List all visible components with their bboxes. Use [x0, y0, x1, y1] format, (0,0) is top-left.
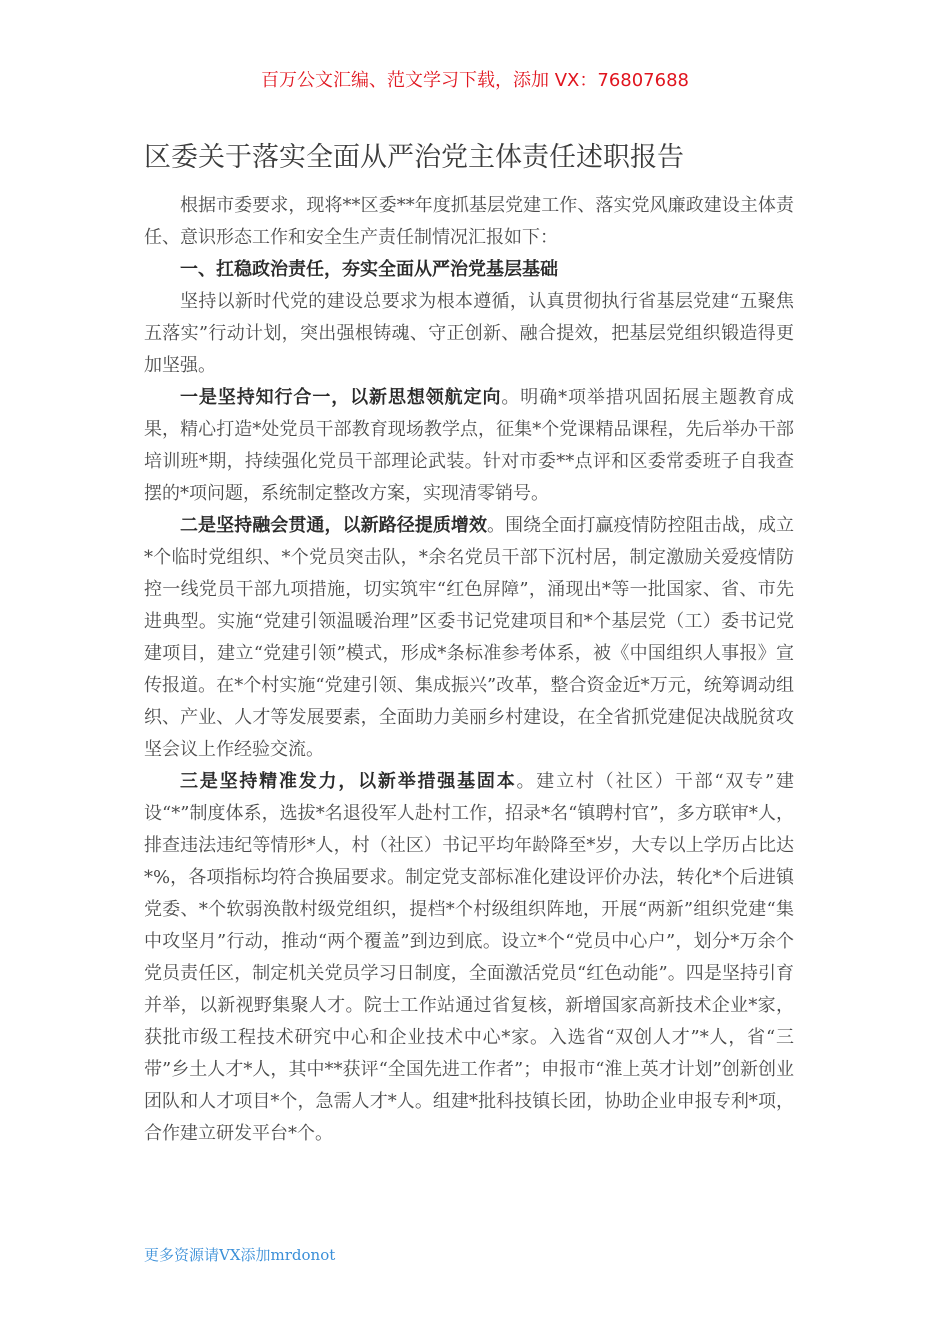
watermark-banner: 百万公文汇编、范文学习下载，添加 VX：76807688: [261, 70, 689, 91]
item-paragraph-3: [144, 766, 794, 1150]
item-text: 。建立村（社区）干部“双专”建设“*”制度体系，选拔*名退役军人赴村工作，招录*名“镇聘村官”，多方联审*人，排查违法违纪等情形*人，村（社区）书记平均年龄降至*岁，大专以上学历占比达*%，各项指标均符合换届要求。制定党支部标准化建设评价办法，转化*个后进镇党委、*个软弱涣散村级党组织，提档*个村级组织阵地，开展“两新”组织党建“集中攻坚月”行动，推动“两个覆盖”到边到底。设立*个“党员中心户”，划分*万余个党员责任区，制定机关党员学习日制度，全面激活党员“红色动能”。四是坚持引育并举，以新视野集聚人才。院士工作站通过省复核，新增国家高新技术企业*家，获批市级工程技术研究中心和企业技术中心*家。入选省“双创人才”*人，省“三带”乡土人才*人，其中**获评“全国先进工作者”；申报市“淮上英才计划”创新创业团队和人才项目*个，急需人才*人。组建*批科技镇长团，协助企业申报专利*项，合作建立研发平台*个。: [144, 771, 795, 1144]
document-title: 区委关于落实全面从严治党主体责任述职报告: [144, 142, 684, 173]
item-paragraph-1: [144, 382, 794, 510]
section-paragraph: 坚持以新时代党的建设总要求为根本遵循，认真贯彻执行省基层党建“五聚焦五落实”行动计划，突出强根铸魂、守正创新、融合提效，把基层党组织锻造得更加坚强。: [144, 291, 794, 376]
item-lead: 三是坚持精准发力，以新举措强基固本: [180, 771, 517, 792]
document-body: [144, 190, 794, 1150]
item-text: 。明确*项举措巩固拓展主题教育成果，精心打造*处党员干部教育现场教学点，征集*个党课精品课程，先后举办干部培训班*期，持续强化党员干部理论武装。针对市委**点评和区委常委班子自我查摆的*项问题，系统制定整改方案，实现清零销号。: [144, 387, 794, 504]
item-text: 。围绕全面打赢疫情防控阻击战，成立*个临时党组织、*个党员突击队，*余名党员干部下沉村居，制定激励关爱疫情防控一线党员干部九项措施，切实筑牢“红色屏障”，涌现出*等一批国家、省、市先进典型。实施“党建引领温暖治理”区委书记党建项目和*个基层党（工）委书记党建项目，建立“党建引领”模式，形成*条标准参考体系，被《中国组织人事报》宣传报道。在*个村实施“党建引领、集成振兴”改革，整合资金近*万元，统筹调动组织、产业、人才等发展要素，全面助力美丽乡村建设，在全省抓党建促决战脱贫攻坚会议上作经验交流。: [144, 515, 794, 760]
item-lead: 二是坚持融会贯通，以新路径提质增效: [180, 515, 488, 536]
section-heading: 一、扛稳政治责任，夯实全面从严治党基层基础: [180, 259, 558, 280]
intro-paragraph: 根据市委要求，现将**区委**年度抓基层党建工作、落实党风廉政建设主体责任、意识形态工作和安全生产责任制情况汇报如下：: [144, 195, 794, 248]
footer-note: 更多资源请VX添加mrdonot: [144, 1246, 336, 1264]
item-lead: 一是坚持知行合一，以新思想领航定向: [180, 387, 502, 408]
item-paragraph-2: [144, 510, 794, 766]
